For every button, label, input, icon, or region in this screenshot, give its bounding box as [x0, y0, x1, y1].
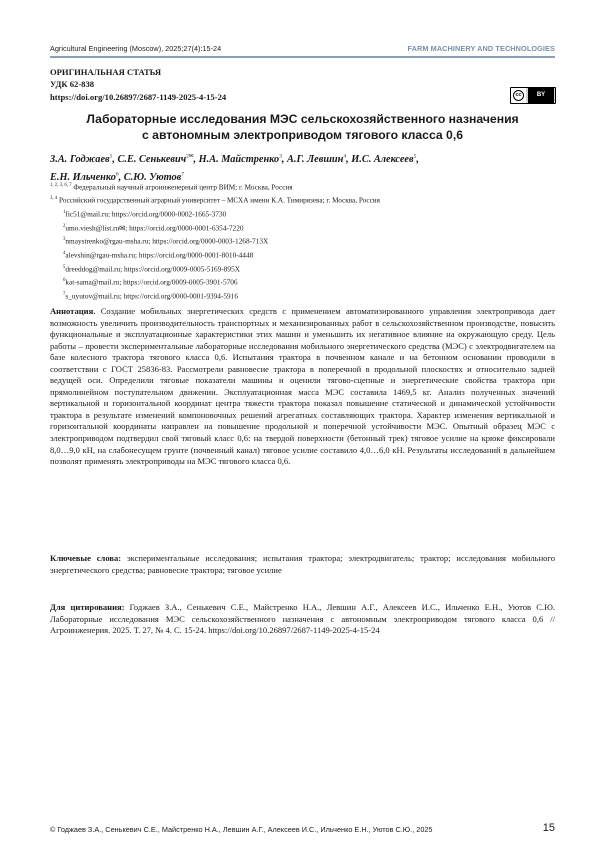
contact-line[interactable]: $^6$kat-sama@mail.ru; https://orcid.org/0009-0005-3901-5706 [63, 277, 238, 287]
affiliation: $^{3, 4}$ Российский государственный аграрный университет – МСХА имени К.А. Тимирязева; г. Москва, Россия [50, 196, 380, 205]
keywords [50, 553, 555, 576]
article-type: ОРИГИНАЛЬНАЯ СТАТЬЯ [50, 67, 162, 77]
abstract [50, 306, 555, 468]
page-number: 15 [542, 822, 555, 834]
author: Н.А. Майстренко$^3$, [198, 154, 288, 166]
author: Е.Н. Ильченко$^6$, [50, 171, 124, 184]
contact-line[interactable]: $^3$nmaystrenko@rgau-msha.ru; https://orcid.org/0000-0003-1268-713X [63, 236, 269, 246]
udc: УДК 62-838 [50, 79, 95, 90]
affiliation: $^{1, 2, 3, 6, 7}$ Федеральный научный агроинженерный центр ВИМ; г. Москва, Россия [50, 183, 293, 192]
contact-line[interactable]: $^7$s_uyutov@mail.ru; https://orcid.org/0000-0001-9394-5916 [63, 291, 238, 301]
contact-line[interactable]: $^2$umo.viesh@list.ru✉; https://orcid.org/0000-0001-6354-7220 [63, 223, 244, 233]
abstract-text: Создание мобильных энергетических средств с применением автоматизированного управления электропривода дает возможность увеличить производительность транспортных и механизированных работ в сельскохозяйственном производстве, повысить функциональные и эксплуатационные характеристики этих машин и уменьшить их негативное влияние на окружающую среду. Цель работы – провести экспериментальные лабораторные исследования мобильного энергетического средства (МЭС) с электродвигателем на базе колесного трактора тягового класса 0,6. Испытания трактора в почвенном канале и на бетонном основании проводили в соответствии с ГОСТ 25836-83. Рассмотрели равновесие трактора в поперечной в продольной плоскостях и относительно задней ведущей оси. Определили тяговые показатели машины и оценили тягово-сцепные и энергетические свойства трактора при прямолинейном поступательном движении. Эксплуатационная масса МЭС составила 1469,5 кг. Анализ полученных значений вертикальной и горизонтальной координат центра тяжести трактора показал повышение статической и динамической устойчивости трактора в результате изменений компоновочных решений агрегатных составляющих трактора. Характер изменения вертикальной и горизонтальной координаты направлен на повышение продольной и поперечной устойчивости МЭС. Опытный образец МЭС с электроприводом подтвердил свой тяговый класс 0,6: на твердой поверхности (бетонный трек) тяговое усилие на крюке фиксировали 8,0…9,0 кН, на слабонесущем грунте (почвенный канал) тяговое усилие составило 4,0…6,0 кН. Результаты исследований в дальнейшем позволят применять электроприводы на МЭС тягового класса 0,6. [50, 306, 555, 467]
by-label: BY [528, 88, 554, 103]
contact-line[interactable]: $^4$alevshin@rgau-msha.ru; https://orcid.org/0000-0001-8010-4448 [63, 250, 254, 260]
abstract-label: Аннотация. [50, 306, 96, 316]
title-line-1: Лабораторные исследования МЭС сельскохозяйственного назначения [86, 112, 519, 126]
running-header [50, 42, 555, 56]
author: З.А. Годжаев$^1$, [50, 154, 118, 166]
author-contacts [63, 207, 268, 303]
title-line-2: с автономным электроприводом тягового класса 0,6 [142, 127, 463, 142]
author: С.Е. Сенькевич$^{2✉}$, [117, 154, 199, 166]
contact-line[interactable]: $^5$dreeddog@mail.ru; https://orcid.org/0009-0005-5169-895X [63, 264, 240, 274]
citation-label: Для цитирования: [50, 602, 125, 612]
article-meta [50, 66, 226, 103]
citation [50, 602, 555, 637]
section-name: FARM MACHINERY AND TECHNOLOGIES [407, 44, 555, 53]
copyright: © Годжаев З.А., Сенькевич С.Е., Майстренко Н.А., Левшин А.Г., Алексеев И.С., Ильченко Е.Н., Уютов С.Ю., 2025 [50, 825, 433, 834]
journal-citation: Agricultural Engineering (Moscow), 2025;27(4):15-24 [50, 44, 222, 53]
cc-logo-icon: cc [513, 90, 524, 101]
citation-text: Годжаев З.А., Сенькевич С.Е., Майстренко Н.А., Левшин А.Г., Алексеев И.С., Ильченко Е.Н., Уютов С.Ю. Лабораторные исследования МЭС сельскохозяйственного назначения с автономным электроприводом тягового класса 0,6 // Агроинженерия. 2025. Т. 27, № 4. С. 15-24. https://doi.org/10.26897/2687-1149-2025-4-15-24 [50, 602, 556, 636]
doi-link[interactable]: https://doi.org/10.26897/2687-1149-2025-4-15-24 [50, 91, 227, 102]
article-title [50, 112, 555, 143]
keywords-label: Ключевые слова: [50, 553, 122, 563]
contact-line[interactable]: $^1$fic51@mail.ru; https://orcid.org/0000-0002-1665-3730 [63, 209, 227, 219]
author: А.Г. Левшин$^4$, [287, 154, 352, 166]
cc-by-license-icon[interactable] [510, 87, 556, 104]
author: С.Ю. Уютов$^7$ [123, 171, 185, 184]
page-footer [50, 822, 555, 834]
affiliations [50, 180, 555, 207]
keywords-text: экспериментальные исследования; испытания трактора; электродвигатель; трактор; исследования мобильного энергетического средства; равновесие трактора; тяговое усилие [50, 553, 555, 575]
author: И.С. Алексеев$^5$, [351, 154, 419, 166]
header-divider [50, 56, 555, 58]
